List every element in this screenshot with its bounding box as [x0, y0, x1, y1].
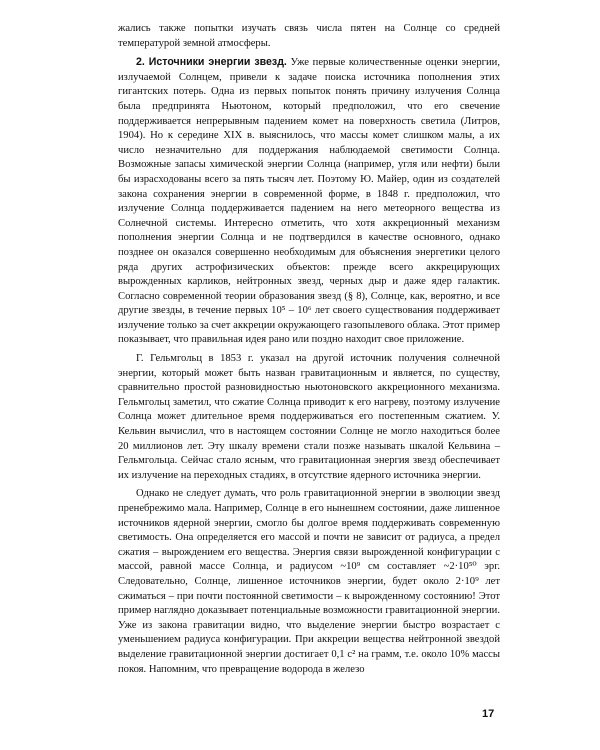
paragraph-4 — [118, 487, 500, 677]
paragraph-4-text: Однако не следует думать, что роль гравитационной энергии в эволюции звезд пренебрежимо мала. Например, Солнце в его нынешнем состоянии, даже лишенное источников ядерной энергии, смогло бы долгое время поддерживать современную светимость. Она определяется его массой и почти не зависит от радиуса, а предел сжатия – вырождением его вещества. Энергия связи вырожденной конфигурации с массой, равной массе Солнца, и радиусом ~10⁹ см составляет ~2·10⁵⁰ эрг. Следовательно, Солнце, лишенное источников энергии, будет около 2·10⁹ лет сжиматься – при почти постоянной светимости – к вырожденному состоянию! Этот пример наглядно доказывает потенциальные возможности гравитационной энергии. Уже из закона гравитации видно, что выделение энергии быстро возрастает с уменьшением радиуса конфигурации. При аккреции вещества нейтронной звездой выделение гравитационной энергии достигает 0,1 c² на грамм, т.е. около 10% массы покоя. Напомним, что превращение водорода в железо — [118, 488, 500, 675]
paragraph-1 — [118, 22, 500, 51]
paragraph-3-text: Г. Гельмгольц в 1853 г. указал на другой источник получения солнечной энергии, который может быть назван гравитационным и является, по существу, сравнительно простой разновидностью ньютоновского аккреционного механизма. Гельмгольц заметил, что сжатие Солнца приводит к его нагреву, поэтому излучение Солнца может длительное время поддерживаться его постепенным сжатием. У. Кельвин вычислил, что в настоящем состоянии Солнце не могло находиться более 20 миллионов лет. Эту шкалу времени стали позже называть шкалой Кельвина – Гельмгольца. Сейчас стало ясным, что гравитационная энергия звезд обеспечивает их излучение на переходных стадиях, в отсутствие ядерного источника энергии. — [118, 353, 500, 481]
page-number: 17 — [482, 708, 495, 720]
paragraph-3 — [118, 352, 500, 483]
paragraph-1-text: жались также попытки изучать связь числа пятен на Солнце со средней температурой земной атмосферы. — [118, 23, 500, 49]
paragraph-2 — [118, 55, 500, 348]
paragraph-2-text: Уже первые количественные оценки энергии, излучаемой Солнцем, привели к задаче поиска источника пополнения этих гигантских потерь. Одна из первых попыток понять причину излучения Солнца была предпринята Ньютоном, который предположил, что его свечение поддерживается непрерывным падением комет на поверхность светила (Литров, 1904). Но к середине XIX в. выяснилось, что массы комет слишком малы, а их число незначительно для поддержания наблюдаемой светимости Солнца. Возможные запасы химической энергии Солнца (например, угля или нефти) были бы израсходованы всего за пять тысяч лет. Поэтому Ю. Майер, один из создателей закона сохранения энергии в современной форме, в 1848 г. предположил, что излучение Солнца поддерживается падением на него метеорного вещества из Солнечной системы. Интересно отметить, что хотя аккреционный механизм пополнения энергии Солнца и не подтвердился в качестве основного, однако позднее он оказался совершенно необходимым для объяснения энергетики целого ряда других астрофизических объектов: прежде всего аккрецирующих вырожденных карликов, нейтронных звезд, черных дыр и даже ядер галактик. Согласно современной теории образования звезд (§ 8), Солнце, как, вероятно, и все другие звезды, в течение первых 10⁵ – 10⁶ лет своего существования поддерживает излучение только за счет аккреции окружающего газопылевого облака. Этот пример показывает, что правильная идея рано или поздно находит свое приложение. — [118, 57, 500, 346]
section-heading: 2. Источники энергии звезд. — [136, 56, 287, 69]
body-text — [118, 22, 500, 677]
